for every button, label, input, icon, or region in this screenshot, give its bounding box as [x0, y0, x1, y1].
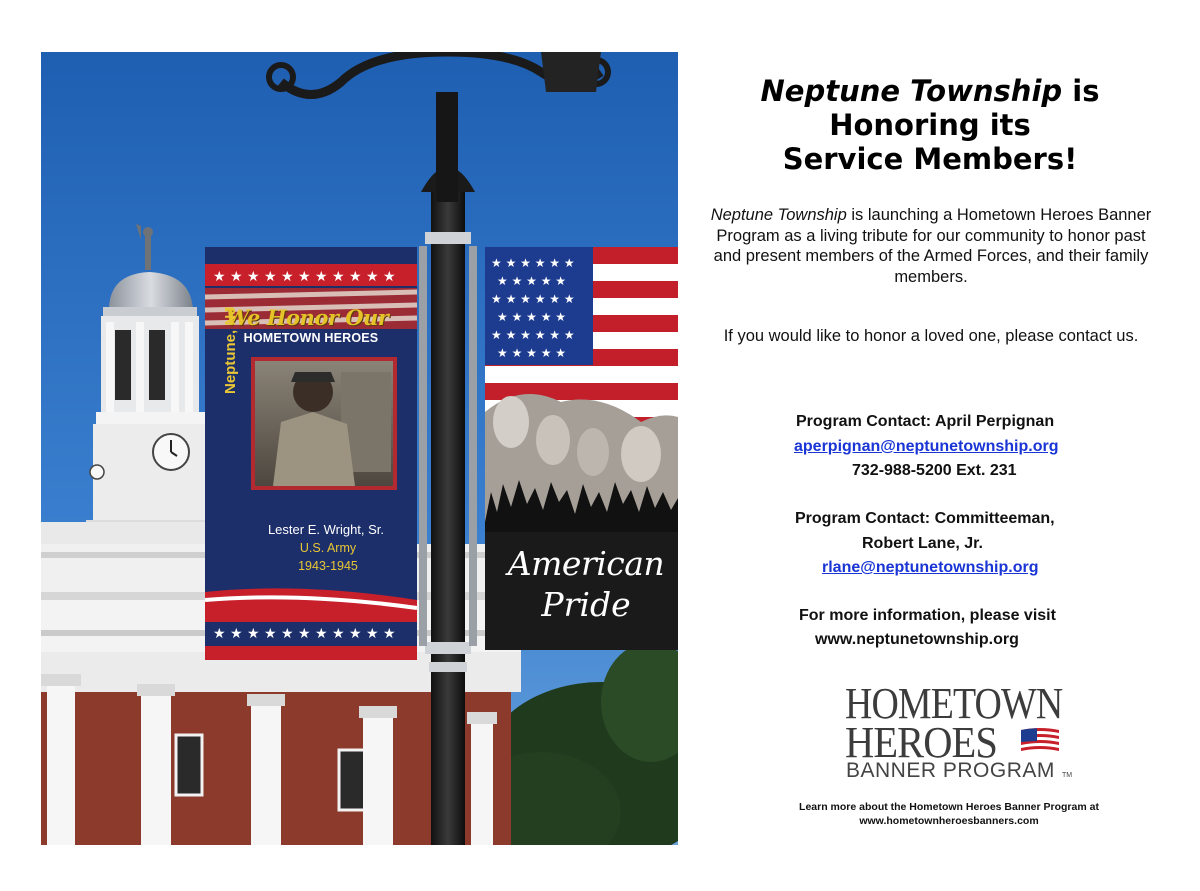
- page-title: [690, 74, 1170, 176]
- banner-title: We Honor Our: [225, 305, 389, 330]
- contact2-name: Robert Lane, Jr.: [862, 535, 983, 552]
- contact1-email-link[interactable]: aperpignan@neptunetownship.org: [794, 438, 1059, 455]
- footer-website: www.hometownheroesbanners.com: [859, 815, 1039, 827]
- title-is: is: [1062, 74, 1100, 108]
- svg-text:★ ★ ★ ★ ★ ★: ★ ★ ★ ★ ★ ★: [491, 292, 575, 306]
- banner-honoree-branch: U.S. Army: [299, 541, 357, 555]
- logo-trademark: TM: [1062, 772, 1073, 779]
- svg-text:★ ★ ★ ★ ★: ★ ★ ★ ★ ★: [497, 274, 567, 288]
- banner-photo: [41, 52, 678, 845]
- logo-heroes-text: HEROES: [845, 718, 997, 767]
- intro-paragraph: [705, 205, 1157, 287]
- banner-stars-bottom: [213, 626, 396, 642]
- logo-flag-icon: [1019, 726, 1061, 756]
- banner-honoree-years: 1943-1945: [298, 559, 358, 573]
- more-info-text: For more information, please visit: [799, 607, 1056, 624]
- intro-township: Neptune Township: [710, 206, 847, 224]
- svg-text:★ ★ ★ ★ ★ ★: ★ ★ ★ ★ ★ ★: [491, 256, 575, 270]
- contact2-email-link[interactable]: rlane@neptunetownship.org: [822, 559, 1039, 576]
- more-info-website: www.neptunetownship.org: [815, 631, 1019, 648]
- logo-hometown-text: HOMETOWN: [845, 679, 1063, 728]
- title-line3: Service Members!: [782, 142, 1078, 176]
- svg-text:★ ★ ★ ★ ★: ★ ★ ★ ★ ★: [497, 346, 567, 360]
- footer-learn-more: Learn more about the Hometown Heroes Banner Program at: [799, 801, 1099, 813]
- banner-town-label: Neptune, NJ: [222, 306, 239, 394]
- banner-stars-top: [213, 269, 396, 285]
- banner-honoree-name: Lester E. Wright, Sr.: [267, 522, 385, 537]
- photo-illustration: [41, 52, 678, 845]
- contact1-phone: 732-988-5200 Ext. 231: [852, 462, 1017, 479]
- pride-banner-line1: American: [507, 544, 665, 583]
- svg-text:★ ★ ★ ★ ★ ★: ★ ★ ★ ★ ★ ★: [491, 328, 575, 342]
- banner-subtitle: HOMETOWN HEROES: [243, 331, 379, 345]
- title-township: Neptune Township: [760, 74, 1063, 108]
- logo-banner-program-text: BANNER PROGRAM: [846, 759, 1055, 782]
- contact2-label: Program Contact: Committeeman,: [795, 510, 1055, 527]
- svg-text:★ ★ ★ ★ ★ ★ ★ ★ ★ ★ ★: ★ ★ ★ ★ ★ ★ ★ ★ ★ ★ ★: [213, 269, 396, 285]
- contact1-label: Program Contact: April Perpignan: [796, 413, 1055, 430]
- intro-text: is launching a Hometown Heroes Banner Program as a living tribute for our community to honor past and present members of the Armed Forces, and their family members.: [713, 206, 1152, 286]
- invite-paragraph: If you would like to honor a loved one, please contact us.: [723, 327, 1139, 345]
- pride-banner-line2: Pride: [541, 585, 631, 624]
- svg-text:★ ★ ★ ★ ★: ★ ★ ★ ★ ★: [497, 310, 567, 324]
- title-line2: Honoring its: [829, 108, 1031, 142]
- svg-text:★ ★ ★ ★ ★ ★ ★ ★ ★ ★ ★: ★ ★ ★ ★ ★ ★ ★ ★ ★ ★ ★: [213, 626, 396, 642]
